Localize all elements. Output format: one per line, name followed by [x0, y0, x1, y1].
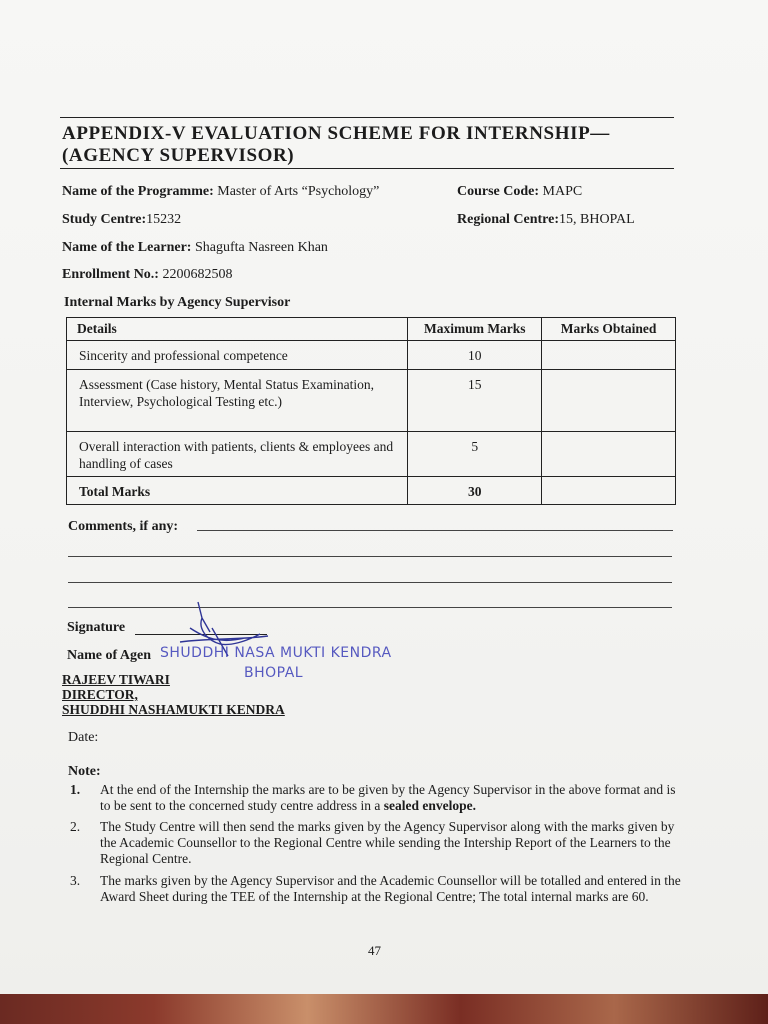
note-number: 1.: [70, 782, 81, 797]
table-row: [67, 432, 676, 477]
director-organisation: SHUDDHI NASHAMUKTI KENDRA: [62, 702, 285, 717]
marks-table: [66, 317, 676, 505]
header-max-marks: Maximum Marks: [408, 318, 542, 341]
signature-label: Signature: [67, 620, 126, 635]
total-label: Total Marks: [67, 477, 408, 505]
total-row: [67, 477, 676, 505]
note-text: The marks given by the Agency Supervisor and the Academic Counsellor will be totalled and entered in the Award Sheet during the TEE of the Internship at the Regional Centre; The total internal marks are 60.: [100, 873, 681, 904]
row-max: 10: [408, 341, 542, 370]
note-item: [70, 873, 684, 905]
study-centre-label: Study Centre:: [62, 212, 147, 227]
regional-centre-field: [457, 212, 635, 228]
note-item: [70, 819, 684, 867]
course-code-label: Course Code:: [457, 184, 540, 199]
study-centre-value: 15232: [146, 212, 182, 227]
comments-line: [68, 556, 672, 557]
note-text: [100, 782, 684, 814]
learner-field: [62, 240, 328, 256]
stamp-line-2: BHOPAL: [244, 665, 304, 681]
table-row: [67, 370, 676, 432]
document-title: [62, 123, 682, 167]
comments-line: [197, 530, 673, 531]
date-label: Date:: [68, 730, 99, 745]
enrollment-label: Enrollment No.:: [62, 267, 159, 282]
title-line-1: APPENDIX-V EVALUATION SCHEME FOR INTERNSHIP—: [62, 123, 610, 144]
director-title: DIRECTOR,: [62, 687, 138, 702]
regional-centre-value: 15, BHOPAL: [559, 212, 635, 227]
programme-label: Name of the Programme:: [62, 184, 214, 199]
table-header-row: [67, 318, 676, 341]
director-name: RAJEEV TIWARI: [62, 672, 170, 687]
learner-label: Name of the Learner:: [62, 240, 192, 255]
header-marks-obtained: Marks Obtained: [542, 318, 676, 341]
header-details: Details: [67, 318, 408, 341]
row-obtained: [542, 432, 676, 477]
learner-value: Shagufta Nasreen Khan: [194, 240, 328, 255]
programme-value: Master of Arts “Psychology”: [217, 184, 380, 199]
comments-line: [68, 582, 672, 583]
agency-stamp: [160, 645, 392, 681]
page-number: 47: [368, 943, 381, 958]
course-code-field: [457, 184, 582, 200]
note-text-body: At the end of the Internship the marks are to be given by the Agency Supervisor in the above format and is to be sent to the concerned study centre address in a: [100, 782, 676, 813]
note-item: [70, 782, 684, 814]
note-number: 2.: [70, 819, 81, 834]
title-line-2: (AGENCY SUPERVISOR): [62, 145, 295, 166]
table-surface: [0, 994, 768, 1024]
comments-label: Comments, if any:: [68, 519, 179, 534]
note-text: The Study Centre will then send the marks given by the Agency Supervisor along with the marks given by the Academic Counsellor to the Regional Centre while sending the Intership Report of the Learners to the Regional Centre.: [100, 819, 675, 866]
row-obtained: [542, 341, 676, 370]
study-centre-field: [62, 212, 181, 228]
title-underline: [60, 168, 674, 169]
enrollment-value: 2200682508: [162, 267, 233, 282]
row-max: 15: [408, 370, 542, 432]
marks-section-title: Internal Marks by Agency Supervisor: [64, 295, 291, 310]
row-details: Assessment (Case history, Mental Status Examination, Interview, Psychological Testing etc.): [67, 370, 408, 432]
regional-centre-label: Regional Centre:: [457, 212, 559, 227]
total-value: 30: [408, 477, 542, 505]
row-details: Sincerity and professional competence: [67, 341, 408, 370]
total-obtained: [542, 477, 676, 505]
top-rule: [60, 117, 674, 118]
row-obtained: [542, 370, 676, 432]
course-code-value: MAPC: [542, 184, 583, 199]
agency-name-label: Name of Agen: [67, 648, 151, 663]
row-details: Overall interaction with patients, clients & employees and handling of cases: [67, 432, 408, 477]
programme-field: [62, 184, 379, 200]
stamp-line-1: SHUDDHI NASA MUKTI KENDRA: [160, 645, 392, 661]
note-label: Note:: [68, 764, 101, 779]
note-number: 3.: [70, 873, 81, 888]
note-text-bold: sealed envelope.: [383, 798, 477, 813]
table-row: [67, 341, 676, 370]
enrollment-field: [62, 267, 232, 283]
director-block: [62, 672, 285, 717]
row-max: 5: [408, 432, 542, 477]
